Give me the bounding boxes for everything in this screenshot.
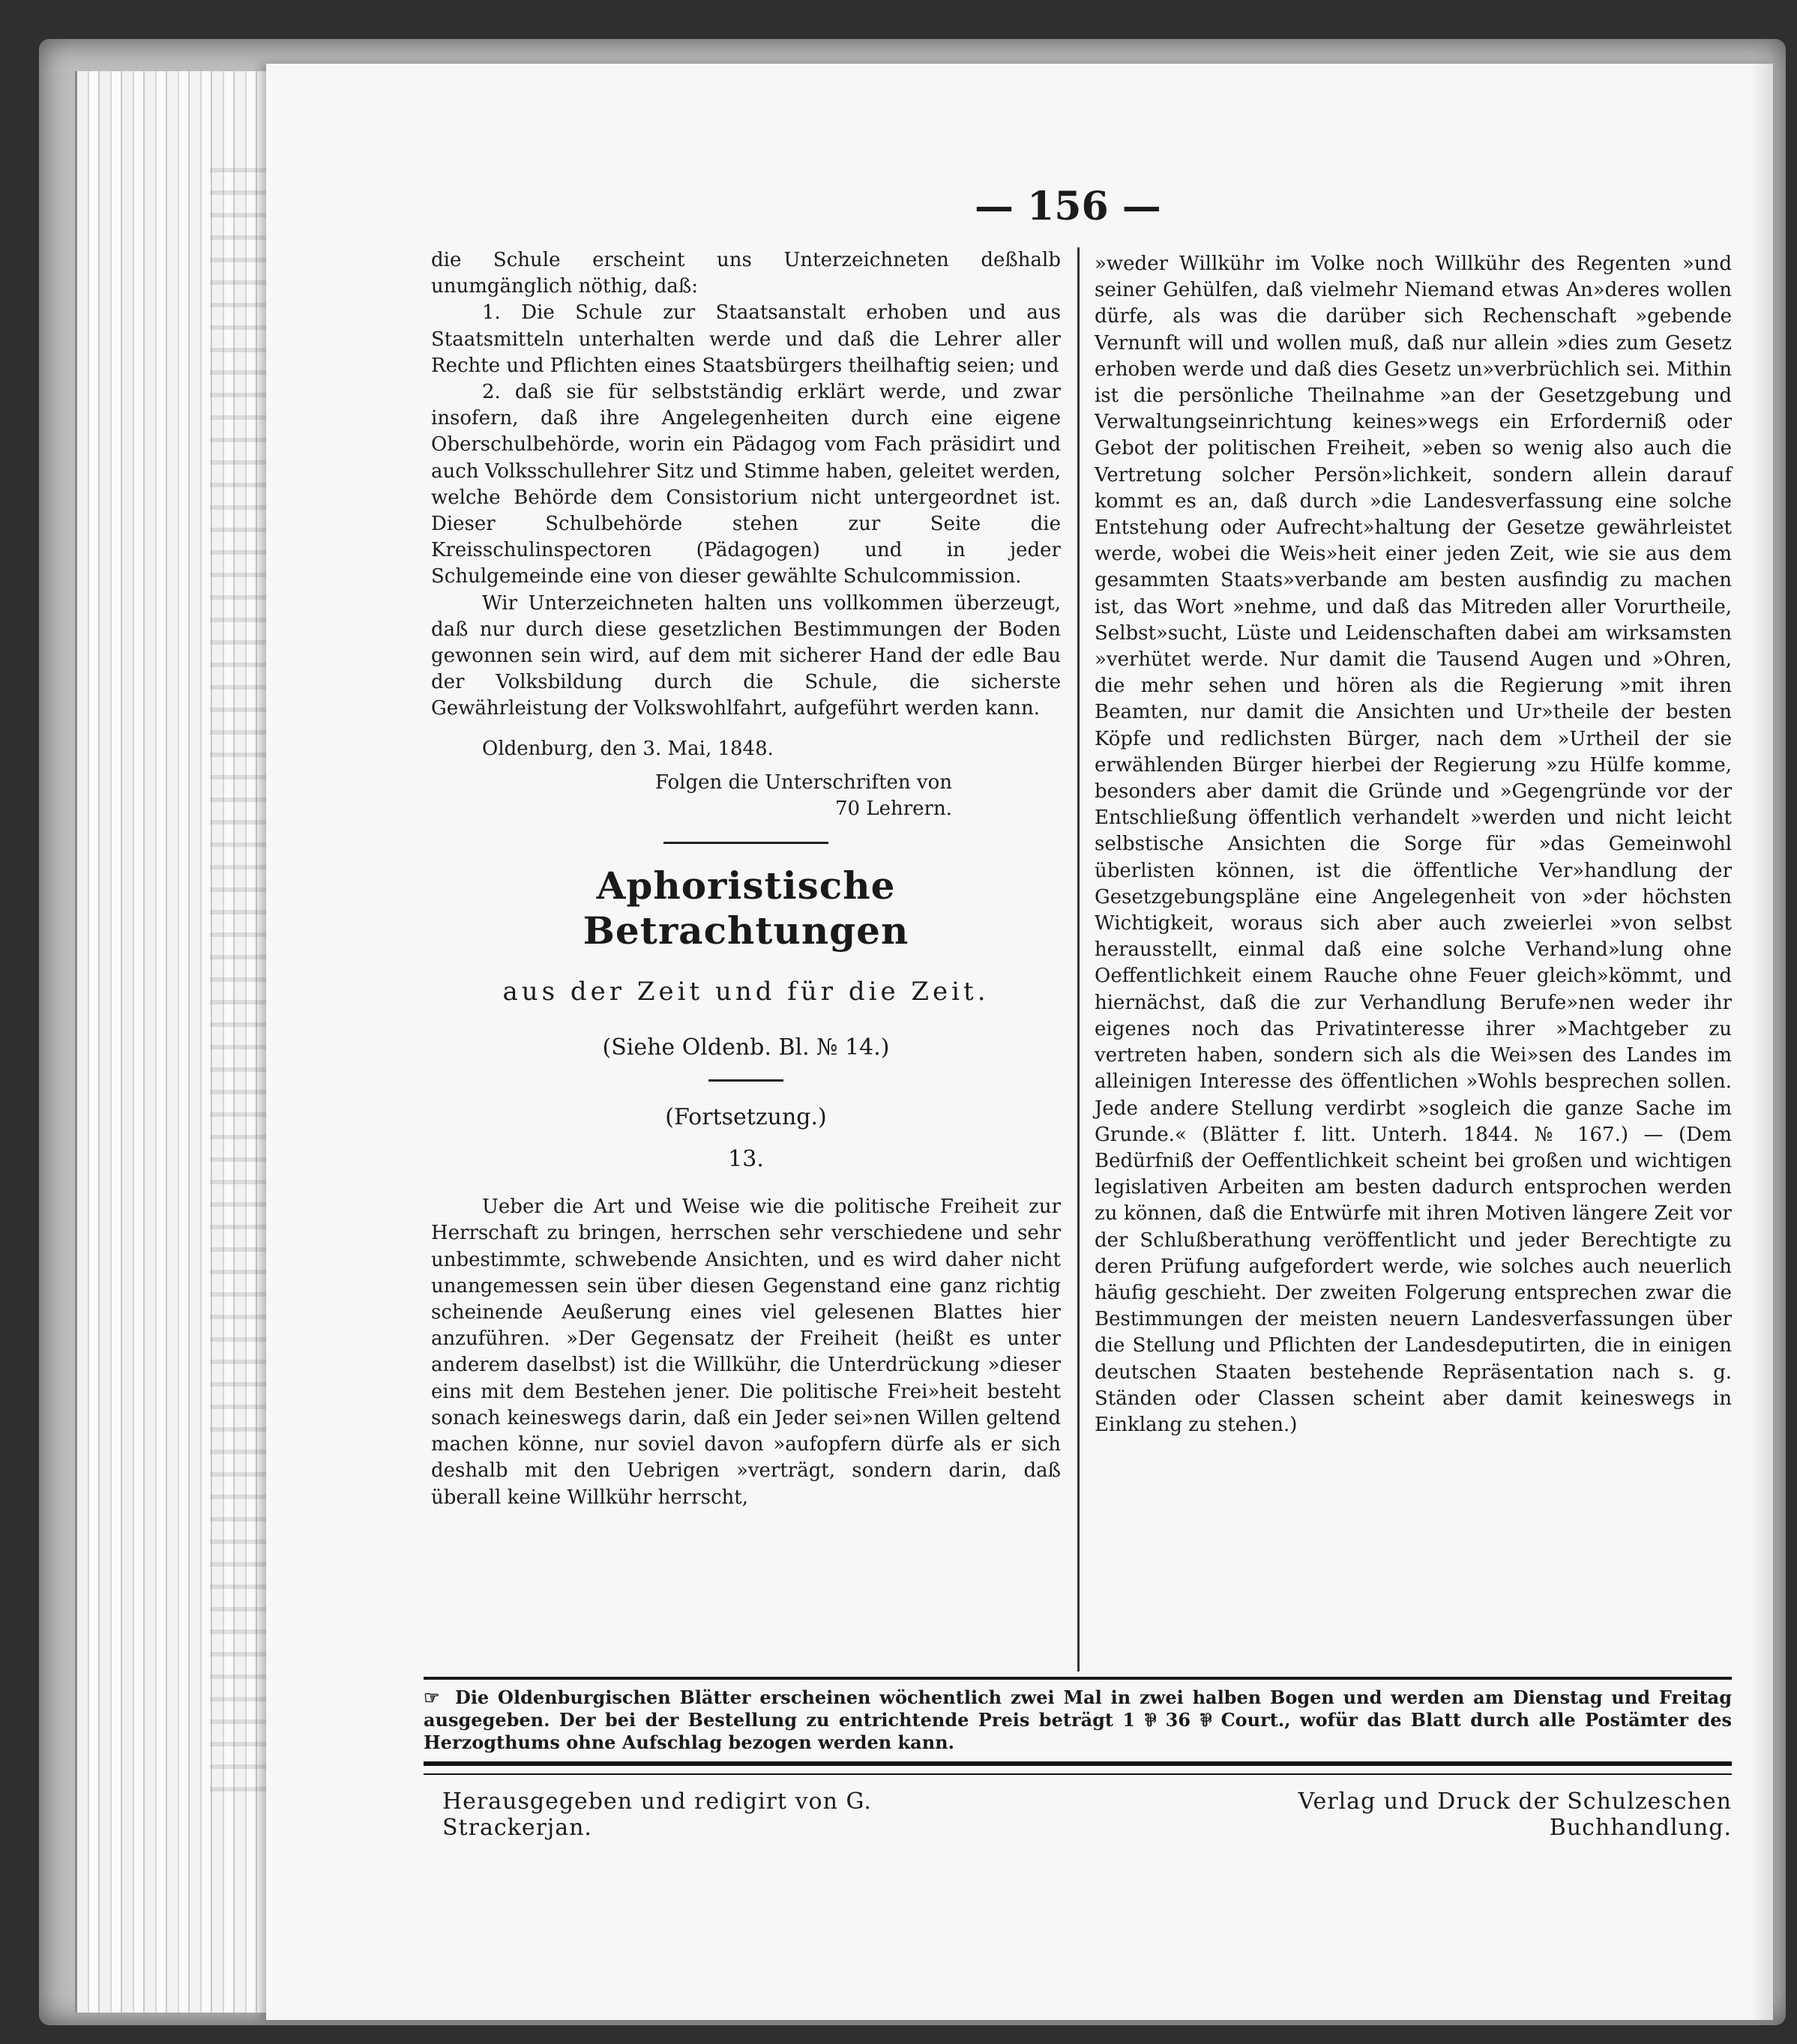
section-number: 13. — [728, 1146, 764, 1173]
right-column — [1095, 251, 1732, 1438]
notice-text: Die Oldenburgischen Blätter erscheinen wöchentlich zwei Mal in zwei halben Bogen und werden am Dienstag und Freitag ausgegeben. Der bei der Bestellung zu entrichtende Preis beträgt 1 ⅌ 36 ⅌ Court., wofür das Blatt durch alle Postämter des Herzogthums ohne Aufschlag bezogen werden kann. — [424, 1686, 1732, 1753]
signatures-count: 70 Lehrern. — [835, 798, 952, 821]
subscription-notice — [424, 1686, 1732, 1754]
article-body: Ueber die Art und Weise wie die politische Freiheit zur Herrschaft zu bringen, herrschen sehr verschiedene und sehr unbestimmte, schwebende Ansichten, und es wird daher nicht unangemessen sein über diesen Gegenstand eine ganz richtig scheinende Aeußerung eines viel gelesenen Blattes hier anzuführen. »Der Gegensatz der Freiheit (heißt es unter anderem daselbst) ist die Willkühr, die Unterdrückung »dieser eins mit dem Bestehen jener. Die politische Frei»heit besteht sonach keineswegs darin, daß ein Jeder sei»nen Willen geltend machen könne, nur soviel davon »aufopfern dürfe als er sich deshalb mit den Uebrigen »verträgt, sondern darin, daß überall keine Willkühr herrscht, — [431, 1196, 1061, 1509]
column-divider — [1077, 247, 1080, 1671]
footer-double-rule — [424, 1761, 1732, 1775]
article-heading: Aphoristische Betrachtungen — [583, 863, 909, 953]
list-item-1: 1. Die Schule zur Staatsanstalt erhoben und aus Staatsmitteln unterhalten werde und daß die Lehrer aller Rechte und Pflichten eines Staatsbürgers theilhaftig seien; und — [431, 301, 1061, 377]
publisher-line: Verlag und Druck der Schulzeschen Buchhandlung. — [1298, 1788, 1732, 1841]
pointing-hand-icon: ☞ — [424, 1686, 440, 1708]
reference-line: (Siehe Oldenb. Bl. № 14.) — [602, 1034, 890, 1061]
continuation-label: (Fortsetzung.) — [665, 1104, 827, 1131]
short-divider — [708, 1079, 783, 1082]
editor-line: Herausgegeben und redigirt von G. Strackerjan. — [442, 1788, 872, 1841]
place-date: Oldenburg, den 3. Mai, 1848. — [482, 737, 774, 760]
page-number: — 156 — — [975, 184, 1161, 229]
intro-paragraph: die Schule erscheint uns Unterzeichneten deßhalb unumgänglich nöthig, daß: — [431, 249, 1061, 298]
page-edge-shadow — [1751, 64, 1773, 2020]
section-divider — [663, 842, 828, 844]
article-subheading: aus der Zeit und für die Zeit. — [502, 977, 990, 1007]
signatures-line: Folgen die Unterschriften von — [654, 771, 952, 794]
notice-top-rule — [424, 1677, 1732, 1680]
list-item-2: 2. daß sie für selbstständig erklärt werde, und zwar insofern, daß ihre Angelegenheiten durch eine eigene Oberschulbehörde, worin ein Pädagog vom Fach präsidirt und auch Volksschullehrer Sitz und Stimme haben, geleitet werden, welche Behörde dem Consistorium nicht untergeordnet ist. Dieser Schulbehörde stehen zur Seite die Kreisschulinspectoren (Pädagogen) und in jeder Schulgemeinde eine von dieser gewählte Schulcommission. — [431, 381, 1061, 588]
left-column — [431, 247, 1061, 1511]
article-body-continued: »weder Willkühr im Volke noch Willkühr des Regenten »und seiner Gehülfen, daß vielmehr Niemand etwas An»deres wollen dürfe, als was die darüber sich Rechenschaft »gebende Vernunft will und wollen muß, daß nur allein »dies zum Gesetz erhoben werde und daß dies Gesetz un»verbrüchlich sei. Mithin ist die persönliche Theilnahme »an der Gesetzgebung und Verwaltungseinrichtung keines»wegs ein Erforderniß oder Gebot der politischen Freiheit, »eben so wenig also auch die Vertretung solcher Persön»lichkeit, sondern allein darauf kommt es an, daß durch »die Landesverfassung eine solche Entstehung oder Aufrecht»haltung der Gesetze gewährleistet werde, wobei die Weis»heit einer jeden Zeit, wie sie aus dem gesammten Staats»verbande am besten ausfindig zu machen ist, das Wort »nehme, und daß das Mitreden aller Vorurtheile, Selbst»sucht, Lüste und Leidenschaften dabei am wirksamsten »verhütet werde. Nur damit die Tausend Augen und »Ohren, die mehr sehen und hören als die Regierung »mit ihren Beamten, nur damit die Ansichten und Ur»theile der besten Köpfe und redlichsten Bürger, nach dem »Urtheil der sie erwählenden Bürger hierbei der Regierung »zu Hülfe komme, besonders aber damit die Gründe und »Gegengründe vor der Entschließung öffentlich verhandelt »werden und nicht leicht selbstische Ansichten die Sorge für »das Gemeinwohl überlisten können, ist die öffentliche Ver»handlung der Gesetzgebungspläne eine Angelegenheit von »der höchsten Wichtigkeit, woraus sich aber auch zweierlei »von selbst herausstellt, einmal daß eine solche Verhand»lung ohne Oeffentlichkeit einem Rauche ohne Feuer gleich»kömmt, und hiernächst, daß die zur Verhandlung Berufe»nen weder ihr eigenes noch das Privatinteresse ihrer »Machtgeber zu vertreten haben, sondern sich als die Wei»sen des Landes im alleinigen Interesse des öffentlichen »Wohls besprechen sollen. Jede andere Stellung verdirbt »sogleich die ganze Sache im Grunde.« (Blätter f. litt. Unterh. 1844. № 167.) — (Dem Bedürfniß der Oeffentlichkeit scheint bei großen und wichtigen legislativen Arbeiten am besten dadurch entsprochen werden zu können, daß die Entwürfe mit ihren Motiven längere Zeit vor der Schlußberathung veröffentlicht und jeder Berechtigte zu deren Prüfung aufgefordert werde, wie solches auch neuerlich häufig geschieht. Der zweiten Folgerung entsprechen zwar die Bestimmungen der meisten neuern Landesverfassungen über die Stellung und Pflichten der Landesdeputirten, die in einigen deutschen Staaten bestehende Repräsentation nach s. g. Ständen oder Classen scheint aber damit keineswegs in Einklang zu stehen.) — [1095, 253, 1732, 1436]
conviction-paragraph: Wir Unterzeichneten halten uns vollkommen überzeugt, daß nur durch diese gesetzlichen Bestimmungen der Boden gewonnen sein wird, auf dem mit sicherer Hand der edle Bau der Volksbildung durch die Schule, die sicherste Gewährleistung der Volkswohlfahrt, aufgeführt werden kann. — [431, 591, 1061, 720]
